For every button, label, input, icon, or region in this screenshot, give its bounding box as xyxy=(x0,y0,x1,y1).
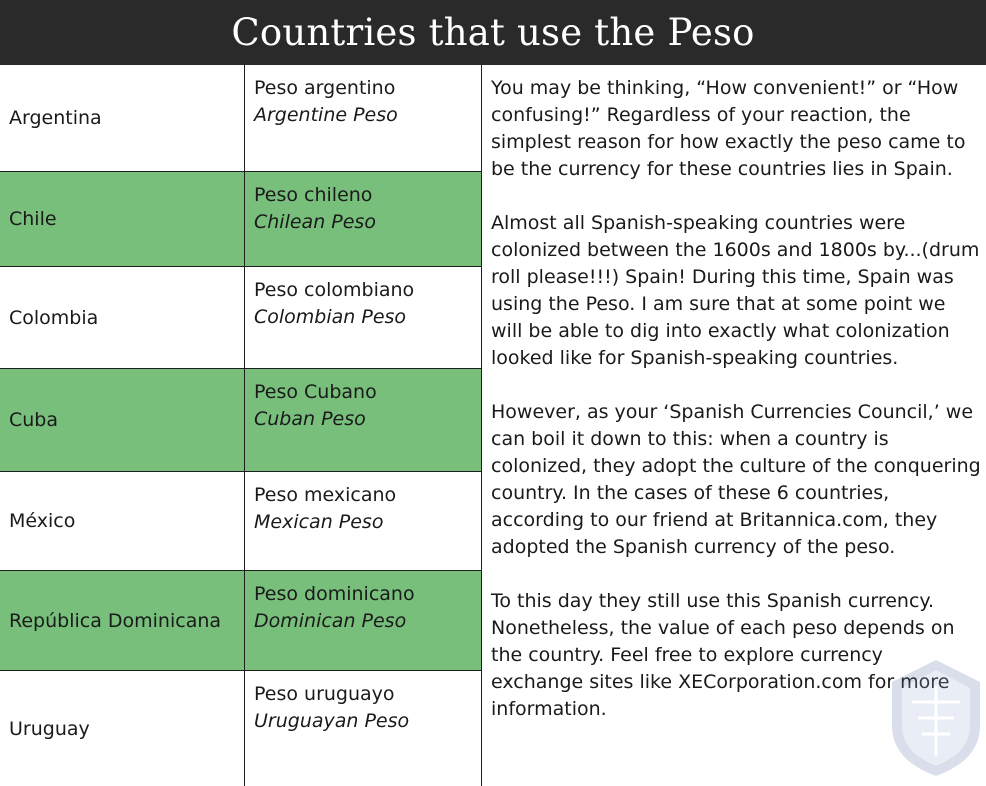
currency-spanish: Peso dominicano xyxy=(254,583,415,605)
table-row xyxy=(0,571,482,671)
currency-cell xyxy=(254,277,414,331)
currency-cell xyxy=(254,379,377,433)
currency-cell xyxy=(254,482,396,536)
paragraph: To this day they still use this Spanish currency. Nonetheless, the value of each peso depends on the country. Feel free to explore currency exchange sites like XECorporation.com for more information. xyxy=(491,590,955,720)
country-name: Argentina xyxy=(9,107,102,129)
table-row xyxy=(0,172,482,267)
column-divider xyxy=(244,671,245,786)
page-title: Countries that use the Peso xyxy=(231,11,755,54)
currency-cell xyxy=(254,681,409,735)
column-divider xyxy=(244,472,245,571)
currency-cell xyxy=(254,182,376,236)
column-divider xyxy=(244,172,245,267)
table-row xyxy=(0,472,482,571)
table-row xyxy=(0,671,482,786)
country-name: Chile xyxy=(9,208,57,230)
table-row xyxy=(0,267,482,369)
currency-spanish: Peso uruguayo xyxy=(254,683,395,705)
title-bar xyxy=(0,0,986,65)
country-name: México xyxy=(9,510,76,532)
currency-spanish: Peso Cubano xyxy=(254,381,377,403)
country-name: Cuba xyxy=(9,409,59,431)
country-name: Uruguay xyxy=(9,717,90,740)
column-divider xyxy=(244,267,245,369)
currency-cell xyxy=(254,581,415,635)
table-right-border xyxy=(481,65,482,786)
currency-cell xyxy=(254,75,398,129)
currency-english: Uruguayan Peso xyxy=(254,710,410,732)
currency-spanish: Peso chileno xyxy=(254,184,373,206)
paragraph: However, as your ‘Spanish Currencies Council,’ we can boil it down to this: when a country is colonized, they adopt the culture of the conquering country. In the cases of these 6 countries, according to our friend at Britannica.com, they adopted the Spanish currency of the peso. xyxy=(491,401,981,558)
country-name: Colombia xyxy=(9,306,99,329)
table-row xyxy=(0,65,482,172)
currency-table xyxy=(0,65,482,786)
currency-spanish: Peso argentino xyxy=(254,77,396,99)
currency-english: Colombian Peso xyxy=(254,306,407,328)
paragraph: Almost all Spanish-speaking countries were colonized between the 1600s and 1800s by...(drum roll please!!!) Spain! During this time, Spain was using the Peso. I am sure that at some point we will be able to dig into exactly what colonization looked like for Spanish-speaking countries. xyxy=(491,212,980,369)
currency-english: Mexican Peso xyxy=(254,511,384,533)
currency-english: Cuban Peso xyxy=(254,408,366,430)
currency-spanish: Peso mexicano xyxy=(254,484,397,506)
column-divider xyxy=(244,65,245,172)
paragraph: You may be thinking, “How convenient!” or “How confusing!” Regardless of your reaction, the simplest reason for how exactly the peso came to be the currency for these countries lies in Spain. xyxy=(491,77,966,180)
school-crest-icon xyxy=(888,656,984,780)
column-divider xyxy=(244,369,245,472)
currency-english: Chilean Peso xyxy=(254,211,376,233)
column-divider xyxy=(244,571,245,671)
explanation-text xyxy=(491,75,981,723)
currency-english: Argentine Peso xyxy=(254,104,398,126)
country-name: República Dominicana xyxy=(9,609,222,632)
table-row xyxy=(0,369,482,472)
currency-spanish: Peso colombiano xyxy=(254,279,415,301)
currency-english: Dominican Peso xyxy=(254,610,407,632)
